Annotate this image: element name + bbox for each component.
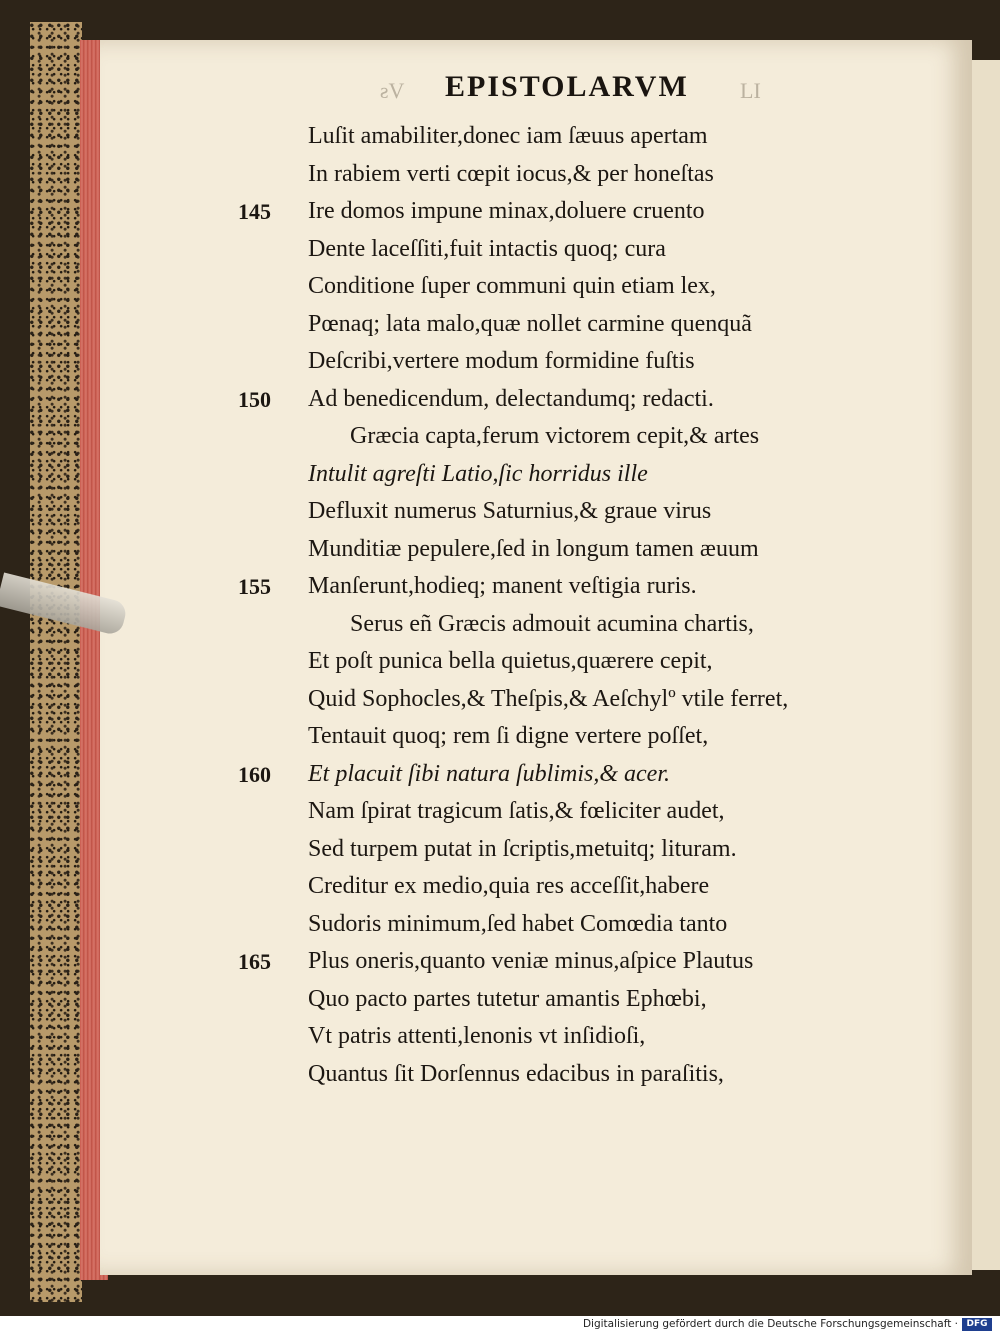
verse-line: Plus oneris,quanto veniæ minus,aſpice Plautus	[308, 948, 754, 974]
verse-line: Et placuit ſibi natura ſublimis,& acer.	[308, 760, 670, 787]
verse-line: Dente laceſſiti,fuit intactis quoq; cura	[308, 235, 666, 262]
verse-line: Intulit agreſti Latio,ſic horridus ille	[308, 460, 648, 487]
verse-line: Deſcribi,vertere modum formidine fuſtis	[308, 348, 695, 374]
marbled-cover-board	[30, 22, 82, 1302]
footer-credit: Digitalisierung gefördert durch die Deutsche Forschungsgemeinschaft ·	[582, 1318, 958, 1330]
line-number: 160	[238, 761, 271, 787]
digitization-footer	[0, 1316, 1000, 1333]
verse-line: Tentauit quoq; rem ſi digne vertere poſſet,	[308, 723, 709, 749]
verse-line: Conditione ſuper communi quin etiam lex,	[308, 273, 716, 299]
verse-line: Pœnaq; lata malo,quæ nollet carmine quenquã	[308, 310, 752, 337]
show-through-text: ƨV	[380, 78, 405, 103]
verse-line: Vt patris attenti,lenonis vt inſidioſi,	[308, 1023, 646, 1049]
verse-line: Creditur ex medio,quia res acceſſit,habere	[308, 873, 710, 899]
verse-line: Et poſt punica bella quietus,quærere cepit,	[308, 648, 713, 674]
verse-line: In rabiem verti cœpit iocus,& per honeſtas	[308, 160, 714, 187]
verse-line: Serus eñ Græcis admouit acumina chartis,	[350, 610, 754, 637]
dfg-logo: DFG	[962, 1318, 992, 1331]
verse-line: Ad benedicendum, delectandumq; redacti.	[308, 385, 714, 412]
verse-line: Quid Sophocles,& Theſpis,& Aeſchylº vtile ferret,	[308, 685, 789, 712]
verse-line: Sed turpem putat in ſcriptis,metuitq; lituram.	[308, 835, 737, 862]
verse-line: Defluxit numerus Saturnius,& graue virus	[308, 498, 712, 524]
line-number: 150	[238, 386, 271, 412]
line-number: 165	[238, 949, 271, 974]
verse-line: Nam ſpirat tragicum ſatis,& fœliciter audet,	[308, 798, 725, 824]
verse-line: Quo pacto partes tutetur amantis Ephœbi,	[308, 985, 707, 1012]
verse-line: Luſit amabiliter,donec iam ſæuus apertam	[308, 123, 708, 149]
verse-block	[308, 118, 908, 1093]
verse-line: Græcia capta,ferum victorem cepit,& artes	[350, 423, 760, 449]
verse-line: Manſerunt,hodieq; manent veſtigia ruris.	[308, 573, 697, 599]
facing-page-edge	[968, 60, 1000, 1270]
verse-line: Quantus ſit Dorſennus edacibus in paraſitis,	[308, 1060, 724, 1087]
line-number: 155	[238, 574, 271, 599]
running-head: EPISTOLARVM	[445, 70, 689, 103]
show-through-text: LI	[740, 78, 761, 103]
verse-line: Sudoris minimum,ſed habet Comœdia tanto	[308, 910, 728, 937]
verse-line: Munditiæ pepulere,ſed in longum tamen æuum	[308, 535, 759, 562]
verse-line: Ire domos impune minax,doluere cruento	[308, 198, 705, 224]
line-number: 145	[238, 199, 271, 224]
